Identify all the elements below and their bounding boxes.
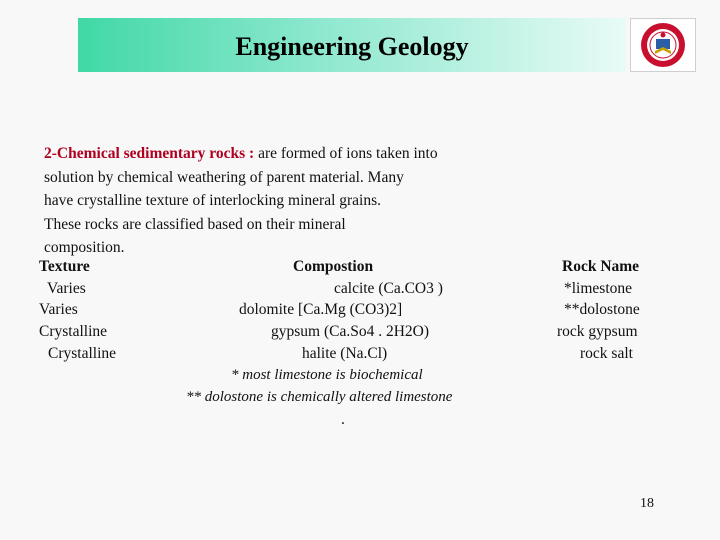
university-logo xyxy=(630,18,696,72)
row-2-rock-name: **dolostone xyxy=(564,301,640,318)
paragraph-line-2: solution by chemical weathering of parent material. Many xyxy=(44,168,404,186)
slide-title: Engineering Geology xyxy=(235,32,469,61)
paragraph-line-1-rest: are formed of ions taken into xyxy=(254,145,438,162)
trailing-dot: . xyxy=(341,411,345,428)
row-3-composition: gypsum (Ca.So4 . 2H2O) xyxy=(271,323,430,340)
seal-icon xyxy=(639,21,687,69)
title-bar xyxy=(78,18,626,72)
paragraph-line-3: have crystalline texture of interlocking mineral grains. xyxy=(44,192,382,209)
row-2-composition: dolomite [Ca.Mg (CO3)2] xyxy=(239,301,403,318)
paragraph-line-5: composition. xyxy=(44,239,125,256)
row-3-texture: Crystalline xyxy=(39,323,108,340)
paragraph-line-1 xyxy=(44,142,524,166)
row-4-composition: halite (Na.Cl) xyxy=(302,345,388,362)
row-4-rock-name: rock salt xyxy=(580,345,633,362)
description-paragraph xyxy=(44,142,524,260)
row-2-texture: Varies xyxy=(39,301,78,318)
row-3-rock-name: rock gypsum xyxy=(557,323,638,340)
row-1-rock-name: *limestone xyxy=(564,280,633,297)
row-1-composition: calcite (Ca.CO3 ) xyxy=(334,280,443,297)
row-1-texture: Varies xyxy=(47,280,86,297)
row-4-texture: Crystalline xyxy=(48,345,117,362)
page-number: 18 xyxy=(640,496,654,511)
footnote-limestone: * most limestone is biochemical xyxy=(231,367,423,383)
header-composition: Compostion xyxy=(293,258,374,275)
header-rock-name: Rock Name xyxy=(562,258,640,275)
topic-heading: 2-Chemical sedimentary rocks : xyxy=(44,145,255,162)
header-texture: Texture xyxy=(39,258,90,275)
paragraph-line-4: These rocks are classified based on their mineral xyxy=(44,215,346,233)
footnote-dolostone: ** dolostone is chemically altered limestone xyxy=(186,389,453,405)
